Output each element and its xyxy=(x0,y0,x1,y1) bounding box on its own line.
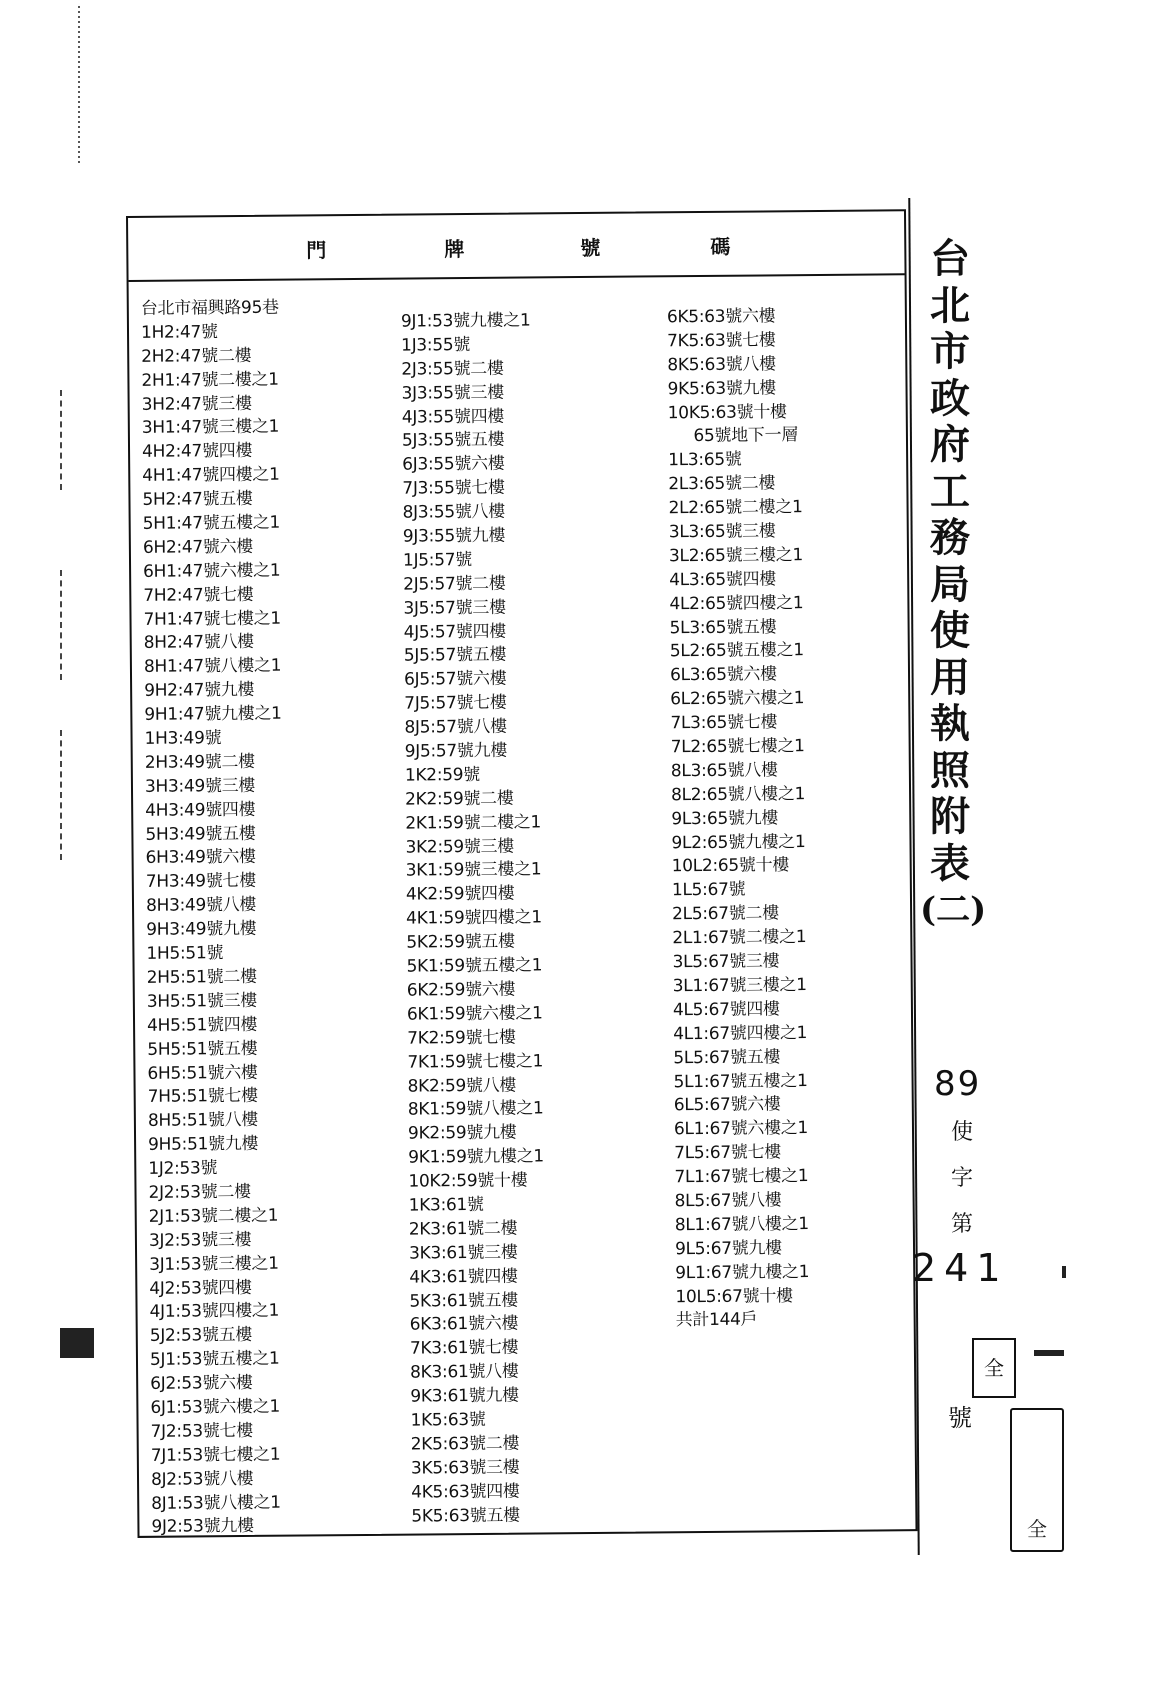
address-entry: 3H2:47號三樓 xyxy=(141,393,252,415)
title-char: 用 xyxy=(930,653,970,701)
address-entry: 5L2:65號五樓之1 xyxy=(669,640,804,662)
address-entry: 6J2:53號六樓 xyxy=(150,1373,253,1394)
address-entry: 2H5:51號二樓 xyxy=(146,966,257,988)
address-entry: 8K1:59號八樓之1 xyxy=(407,1098,544,1120)
address-entry: 5K2:59號五樓 xyxy=(406,931,515,953)
address-entry: 3J3:55號三樓 xyxy=(401,382,504,404)
address-entry: 4H3:49號四樓 xyxy=(145,799,256,821)
address-entry: 5H2:47號五樓 xyxy=(142,489,253,510)
title-char: 照 xyxy=(930,746,970,794)
address-entry: 4L1:67號四樓之1 xyxy=(673,1022,808,1044)
address-entry: 5H5:51號五樓 xyxy=(147,1038,258,1060)
title-char: 務 xyxy=(930,514,970,561)
address-entry: 2J3:55號二樓 xyxy=(401,358,504,380)
address-column-1 xyxy=(141,297,290,1540)
permit-char: 字 xyxy=(950,1166,973,1191)
address-entry: 6H2:47號六樓 xyxy=(142,536,254,558)
address-entry: 1K5:63號 xyxy=(410,1409,486,1431)
address-entry: 7L5:67號七樓 xyxy=(674,1142,782,1164)
title-char: 使 xyxy=(930,607,970,654)
scan-edge-marks xyxy=(60,570,102,680)
address-entry: 9L1:67號九樓之1 xyxy=(675,1261,810,1283)
address-entry: 7L2:65號七樓之1 xyxy=(670,736,805,758)
address-entry: 9K1:59號九樓之1 xyxy=(408,1146,544,1168)
address-entry: 7H3:49號七樓 xyxy=(145,871,256,893)
address-entry: 4J2:53號四樓 xyxy=(149,1277,252,1299)
address-entry: 6H3:49號六樓 xyxy=(145,847,256,869)
scan-speck xyxy=(60,1328,94,1358)
address-entry: 4H2:47號四樓 xyxy=(141,441,253,463)
address-entry: 9L2:65號九樓之1 xyxy=(671,831,806,853)
scan-speck xyxy=(1062,1266,1066,1278)
address-entry: 1K3:61號 xyxy=(408,1194,484,1216)
address-entry: 4J1:53號四樓之1 xyxy=(149,1301,280,1323)
address-entry: 5H3:49號五樓 xyxy=(145,823,256,845)
address-entry: 7J1:53號七樓之1 xyxy=(150,1444,281,1466)
address-entry: 2L5:67號二樓 xyxy=(672,903,779,925)
address-entry: 6H1:47號六樓之1 xyxy=(143,560,281,582)
address-entry: 6K1:59號六樓之1 xyxy=(406,1003,543,1025)
address-entry: 1H3:49號 xyxy=(144,728,222,749)
address-entry: 9J1:53號九樓之1 xyxy=(400,310,531,332)
address-entry: 7K5:63號七樓 xyxy=(667,330,776,352)
title-char: 政 xyxy=(930,374,970,422)
permit-year: 89 xyxy=(934,1064,982,1104)
address-entry: 5K3:61號五樓 xyxy=(409,1290,519,1312)
document-title xyxy=(920,235,987,934)
address-entry: 3J5:57號三樓 xyxy=(403,597,506,619)
title-char: 附 xyxy=(930,793,970,840)
address-entry: 共計144戶 xyxy=(675,1309,758,1331)
address-column-3 xyxy=(667,305,810,1333)
header-label: 門 xyxy=(306,238,327,263)
address-entry: 8L1:67號八樓之1 xyxy=(674,1213,809,1236)
address-entry: 3L1:67號三樓之1 xyxy=(672,975,807,997)
address-entry: 1L5:67號 xyxy=(671,879,746,901)
address-entry: 4J3:55號四樓 xyxy=(401,406,505,428)
address-entry: 3L2:65號三樓之1 xyxy=(668,545,804,567)
permit-suffix: 號 xyxy=(948,1404,972,1432)
address-entry: 2J2:53號二樓 xyxy=(148,1181,251,1203)
seal-stamp xyxy=(1010,1408,1064,1552)
address-entry: 3K5:63號三樓 xyxy=(410,1457,520,1479)
address-entry: 3J2:53號三樓 xyxy=(148,1229,252,1251)
address-entry: 3L5:67號三樓 xyxy=(672,951,780,973)
address-entry: 台北市福興路95巷 xyxy=(140,297,279,319)
address-entry: 8K2:59號八樓 xyxy=(407,1075,517,1097)
address-table xyxy=(126,209,918,1538)
title-char: 表 xyxy=(930,839,970,887)
address-entry: 6K2:59號六樓 xyxy=(406,979,516,1001)
scan-edge-marks xyxy=(60,390,102,490)
permit-serial: 241 xyxy=(912,1246,1009,1290)
address-entry: 9K2:59號九樓 xyxy=(407,1122,517,1144)
address-entry: 3H3:49號三樓 xyxy=(144,775,256,797)
address-entry: 5J1:53號五樓之1 xyxy=(149,1348,280,1371)
address-entry: 3K2:59號三樓 xyxy=(405,836,515,858)
address-entry: 7H5:51號七樓 xyxy=(147,1086,258,1108)
address-entry: 4K1:59號四樓之1 xyxy=(406,907,542,929)
title-char: 執 xyxy=(930,700,970,747)
address-entry: 2H1:47號二樓之1 xyxy=(141,369,279,391)
address-entry: 2K3:61號二樓 xyxy=(408,1218,518,1240)
address-entry: 8H1:47號八樓之1 xyxy=(143,656,282,678)
scan-speck xyxy=(1034,1350,1064,1356)
address-entry: 2J5:57號二樓 xyxy=(403,573,506,595)
address-entry: 6L1:67號六樓之1 xyxy=(673,1118,809,1140)
address-entry: 2L2:65號二樓之1 xyxy=(668,497,803,519)
address-entry: 7H2:47號七樓 xyxy=(143,584,254,606)
address-entry: 8H5:51號八樓 xyxy=(147,1110,259,1132)
address-entry: 9K3:61號九樓 xyxy=(410,1385,519,1407)
address-entry: 6K5:63號六樓 xyxy=(666,306,776,328)
address-column-2 xyxy=(401,309,547,1529)
address-entry: 1H5:51號 xyxy=(146,943,224,964)
address-entry: 7J5:57號七樓 xyxy=(404,692,507,714)
address-entry: 8K5:63號八樓 xyxy=(667,354,776,376)
address-entry: 10L5:67號十樓 xyxy=(675,1285,793,1307)
address-entry: 2K5:63號二樓 xyxy=(410,1433,520,1455)
address-entry: 4K3:61號四樓 xyxy=(409,1266,518,1288)
address-entry: 5J3:55號五樓 xyxy=(401,430,505,452)
address-entry: 3K1:59號三樓之1 xyxy=(405,859,542,882)
address-entry: 8K3:61號八樓 xyxy=(410,1361,519,1383)
permit-char: 第 xyxy=(950,1212,973,1237)
address-entry: 5L3:65號五樓 xyxy=(669,616,777,638)
address-entry: 7L1:67號七樓之1 xyxy=(674,1166,809,1188)
header-label: 碼 xyxy=(710,234,731,259)
address-entry: 3H1:47號三樓之1 xyxy=(141,417,280,439)
address-entry: 9H5:51號九樓 xyxy=(148,1134,259,1156)
address-entry: 7J2:53號七樓 xyxy=(150,1420,254,1442)
address-entry: 8J1:53號八樓之1 xyxy=(151,1492,281,1514)
address-entry: 9H3:49號九樓 xyxy=(146,919,257,941)
header-label: 號 xyxy=(580,235,601,261)
address-entry: 7K1:59號七樓之1 xyxy=(407,1051,544,1073)
stamp-char: 全 xyxy=(1027,1517,1047,1541)
address-entry: 7K3:61號七樓 xyxy=(409,1337,519,1359)
address-entry: 9K5:63號九樓 xyxy=(667,378,777,399)
address-entry: 8L3:65號八樓 xyxy=(670,760,778,782)
address-entry: 6J1:53號六樓之1 xyxy=(150,1396,281,1418)
address-entry: 5J5:57號五樓 xyxy=(403,645,507,667)
address-entry: 4L5:67號四樓 xyxy=(672,999,780,1021)
address-entry: 6L2:65號六樓之1 xyxy=(670,688,805,710)
address-entry: 9H1:47號九樓之1 xyxy=(144,703,282,725)
address-entry: 10K2:59號十樓 xyxy=(408,1170,528,1192)
address-entry: 1H2:47號 xyxy=(140,322,218,343)
address-entry: 8H2:47號八樓 xyxy=(143,632,254,654)
scan-dot-artifact xyxy=(78,6,80,166)
address-entry: 9J5:57號九樓 xyxy=(404,740,508,762)
address-entry: 5K1:59號五樓之1 xyxy=(406,955,543,977)
address-entry: 3J1:53號三樓之1 xyxy=(149,1253,279,1275)
address-entry: 4H1:47號四樓之1 xyxy=(142,464,280,487)
address-entry: 8J3:55號八樓 xyxy=(402,501,505,523)
address-entry: 2H2:47號二樓 xyxy=(141,345,252,367)
address-entry: 8L2:65號八樓之1 xyxy=(670,783,806,806)
address-entry: 6J3:55號六樓 xyxy=(402,454,505,475)
address-entry: 9J3:55號九樓 xyxy=(402,525,506,547)
address-entry: 4L2:65號四樓之1 xyxy=(669,592,804,614)
address-entry: 8J2:53號八樓 xyxy=(150,1468,254,1490)
address-entry: 65號地下一層 xyxy=(667,425,799,447)
address-entry: 1J5:57號 xyxy=(402,549,473,571)
address-entry: 4K2:59號四樓 xyxy=(405,884,515,905)
address-entry: 6H5:51號六樓 xyxy=(147,1062,258,1084)
address-entry: 6L5:67號六樓 xyxy=(673,1094,781,1116)
address-entry: 2L3:65號二樓 xyxy=(668,473,776,495)
address-entry: 7H1:47號七樓之1 xyxy=(143,608,281,630)
address-entry: 3H5:51號三樓 xyxy=(146,990,258,1012)
title-char: 工 xyxy=(930,467,970,515)
address-entry: 9H2:47號九樓 xyxy=(144,680,255,702)
address-entry: 5K5:63號五樓 xyxy=(411,1505,520,1527)
scan-edge-marks xyxy=(60,730,102,860)
address-entry: 7K2:59號七樓 xyxy=(407,1027,516,1049)
address-entry: 6L3:65號六樓 xyxy=(669,664,777,686)
address-entry: 3K3:61號三樓 xyxy=(408,1242,518,1264)
address-entry: 8J5:57號八樓 xyxy=(404,716,507,738)
permit-label xyxy=(946,1110,978,1248)
address-entry: 2J1:53號二樓之1 xyxy=(148,1205,279,1227)
address-entry: 4H5:51號四樓 xyxy=(146,1014,258,1036)
address-entry: 8L5:67號八樓 xyxy=(674,1190,782,1212)
address-entry: 2K2:59號二樓 xyxy=(405,788,514,810)
address-entry: 2H3:49號二樓 xyxy=(144,751,255,773)
address-entry: 1J2:53號 xyxy=(148,1158,218,1179)
address-entry: 6J5:57號六樓 xyxy=(403,669,507,690)
address-entry: 1J3:55號 xyxy=(401,334,471,356)
permit-char: 使 xyxy=(950,1120,973,1145)
address-entry: 4K5:63號四樓 xyxy=(411,1481,520,1503)
address-entry: 4L3:65號四樓 xyxy=(669,569,777,591)
address-entry: 6K3:61號六樓 xyxy=(409,1314,519,1335)
address-entry: 1L3:65號 xyxy=(668,449,742,471)
title-char: (二) xyxy=(920,890,987,930)
address-entry: 9L3:65號九樓 xyxy=(671,808,779,829)
address-entry: 10L2:65號十樓 xyxy=(671,855,790,877)
address-entry: 7J3:55號七樓 xyxy=(402,477,505,499)
address-entry: 9L5:67號九樓 xyxy=(674,1238,782,1259)
title-char: 市 xyxy=(930,328,970,375)
address-entry: 3L3:65號三樓 xyxy=(668,521,776,543)
table-header xyxy=(128,211,905,282)
address-entry: 8H3:49號八樓 xyxy=(145,895,257,917)
small-seal-stamp: 全 xyxy=(972,1338,1016,1398)
address-entry: 5H1:47號五樓之1 xyxy=(142,512,281,534)
address-entry: 1K2:59號 xyxy=(404,764,481,786)
address-entry: 5J2:53號五樓 xyxy=(149,1325,253,1347)
address-entry: 7L3:65號七樓 xyxy=(670,712,778,734)
address-entry: 5L5:67號五樓 xyxy=(673,1046,781,1068)
title-char: 府 xyxy=(930,421,970,468)
title-char: 台 xyxy=(930,235,970,282)
address-entry: 9J2:53號九樓 xyxy=(151,1516,254,1538)
address-entry: 2L1:67號二樓之1 xyxy=(672,927,807,949)
header-label: 牌 xyxy=(444,237,465,262)
address-entry: 4J5:57號四樓 xyxy=(403,621,507,643)
title-char: 北 xyxy=(930,281,970,329)
address-entry: 2K1:59號二樓之1 xyxy=(405,812,542,834)
address-entry: 5L1:67號五樓之1 xyxy=(673,1070,808,1092)
title-char: 局 xyxy=(930,560,970,608)
address-entry: 10K5:63號十樓 xyxy=(667,401,787,423)
